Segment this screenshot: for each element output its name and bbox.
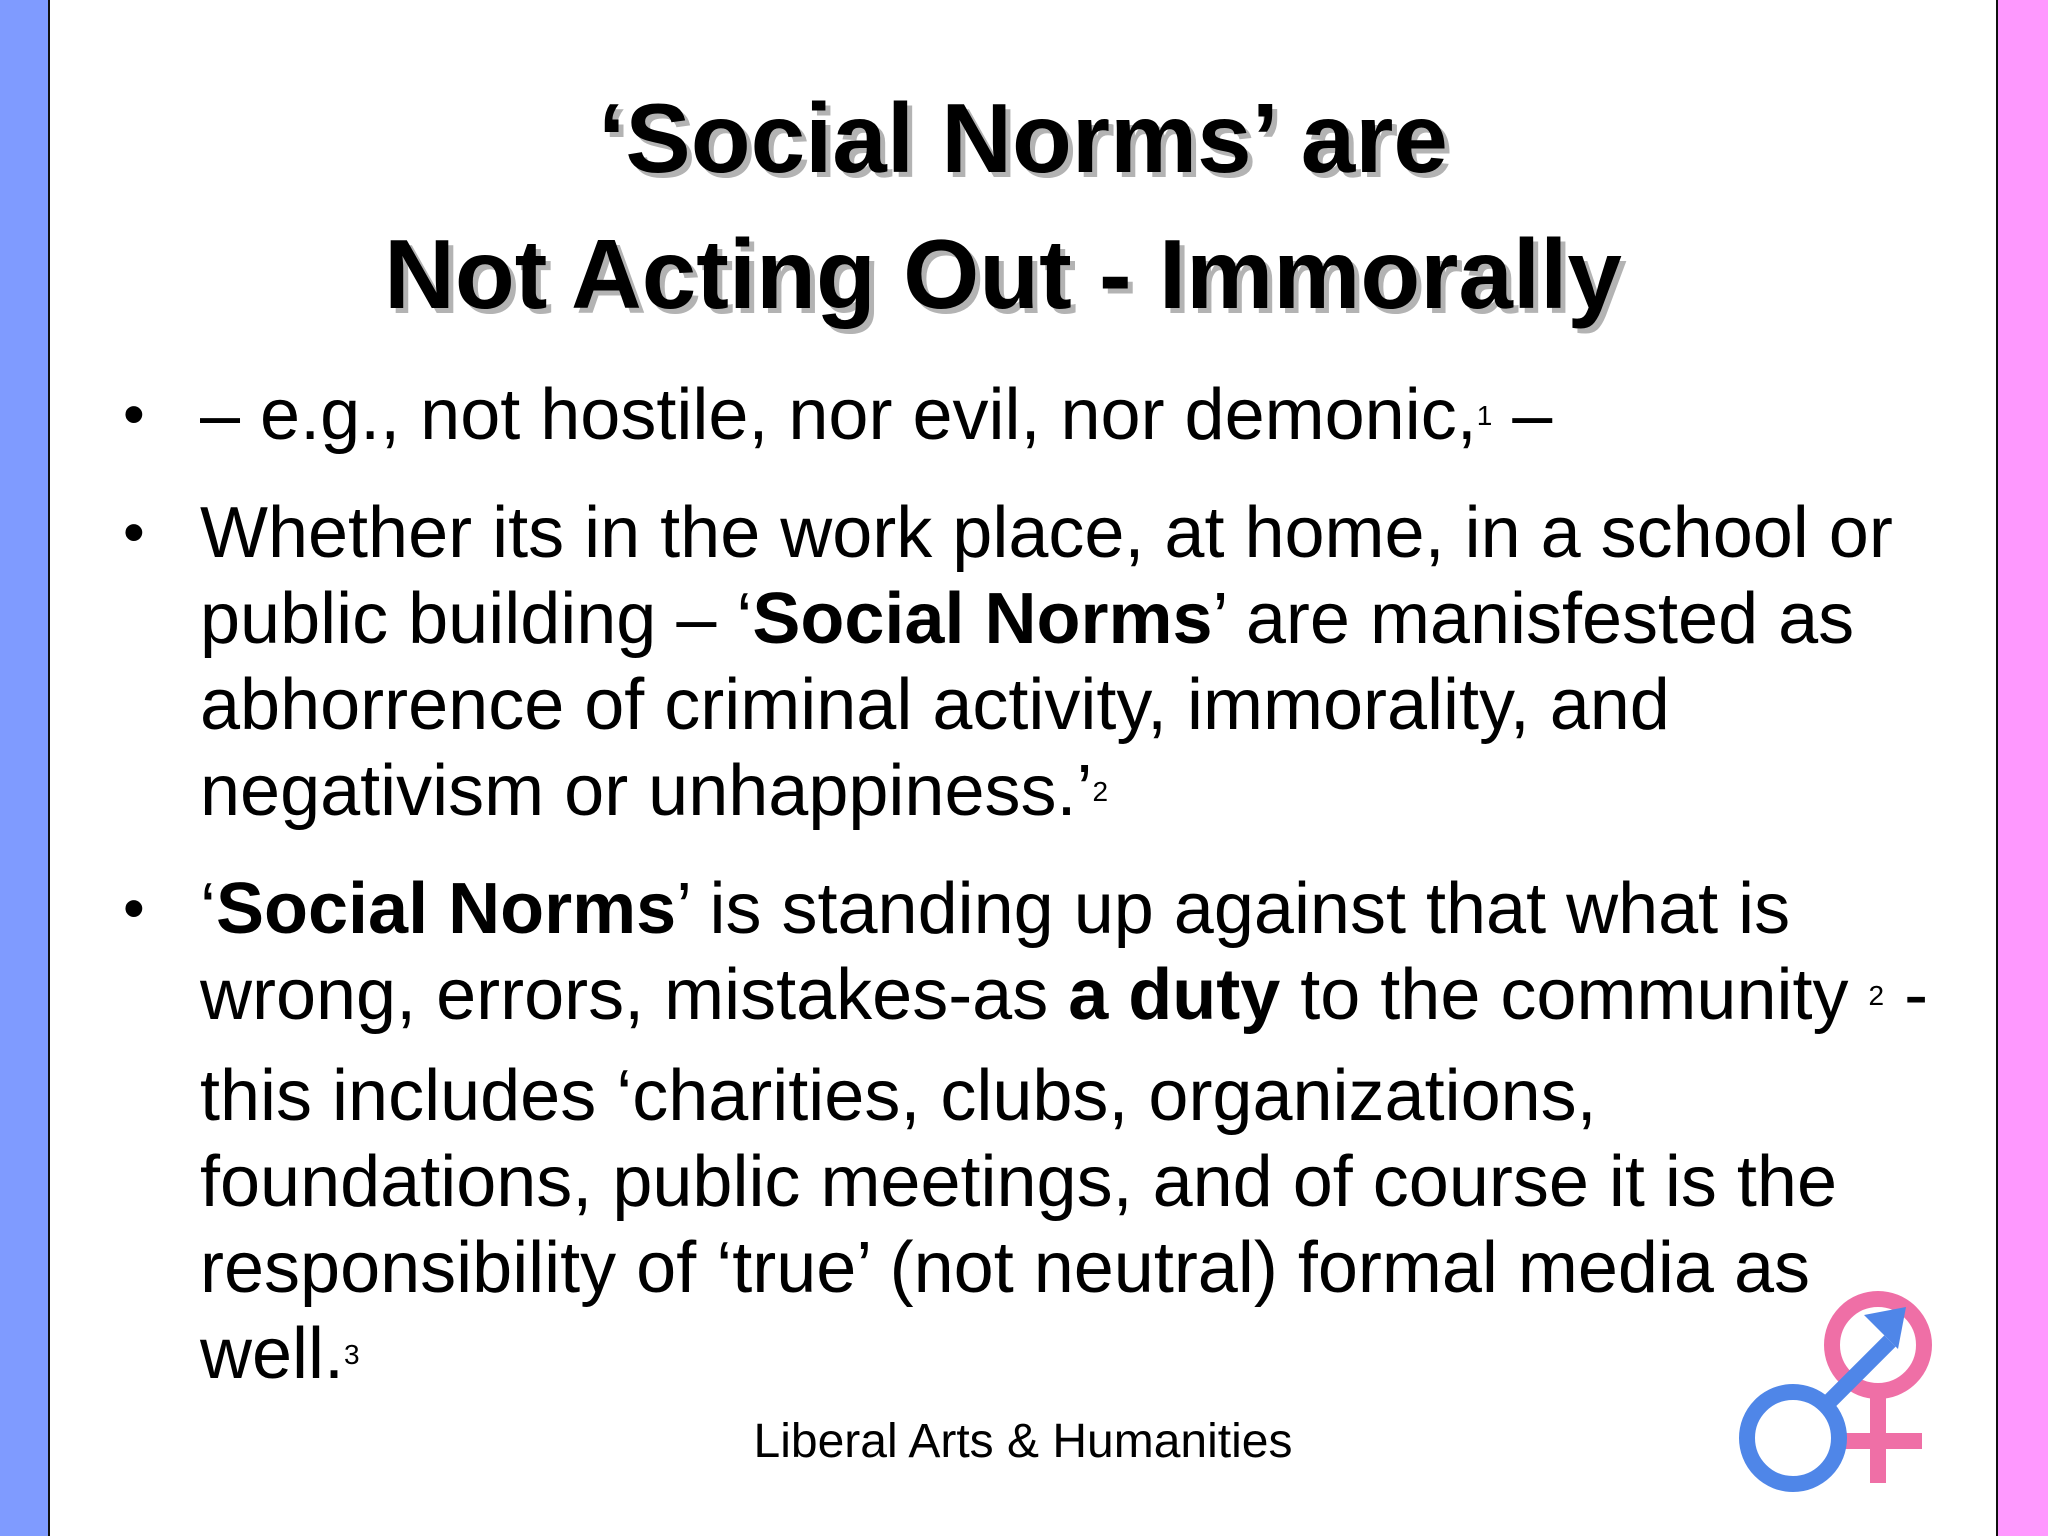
bullet-list [120, 372, 1940, 1412]
bullet-2-text: Whether its in the work place, at home, in a school or public building – ‘ [200, 493, 1893, 659]
slide-title [50, 70, 1996, 342]
male-symbol-icon [1747, 1341, 1890, 1484]
male-female-gender-symbols-icon [1730, 1285, 1950, 1505]
right-accent-stripe [1996, 0, 2048, 1536]
bullet-2-text-cont: ’ are manisfested as abhorrence of criminal activity, immorality, and negativism or unhappiness.’ [200, 579, 1855, 831]
footnote-ref-2b: 2 [1868, 980, 1885, 1011]
bullet-3-quote: ‘ [200, 869, 216, 949]
bullet-3-text: ’ is standing up against that what is wrong, errors, mistakes-as [200, 869, 1791, 1035]
bullet-item-1 [120, 372, 1940, 473]
bullet-item-3 [120, 866, 1940, 1412]
bullet-dot: • [123, 498, 145, 567]
title-line-1: ‘Social Norms’ are [598, 83, 1448, 193]
bullet-1-text-end: – [1492, 375, 1553, 455]
bullet-1-text: – e.g., not hostile, nor evil, nor demonic, [200, 375, 1477, 455]
bullet-3-text-cont: to the community [1280, 955, 1869, 1035]
bullet-dot: • [123, 874, 145, 943]
bullet-dot: • [123, 380, 145, 449]
bullet-3-bold-duty: a duty [1068, 955, 1281, 1035]
footnote-ref-3: 3 [344, 1339, 360, 1370]
bullet-3-text-end: - this includes ‘charities, clubs, organizations, foundations, public meetings, and of course it is the responsibility of ‘true’ (not neutral) formal media as well. [200, 955, 1929, 1394]
footnote-ref-1: 1 [1476, 400, 1493, 431]
bullet-2-bold-term: Social Norms [752, 579, 1213, 659]
slide-footer: Liberal Arts & Humanities [753, 1415, 1293, 1468]
bullet-item-2 [120, 490, 1940, 849]
title-line-2: Not Acting Out - Immorally [384, 219, 1622, 329]
footnote-ref-2: 2 [1092, 776, 1109, 807]
bullet-3-bold-term: Social Norms [216, 869, 677, 949]
